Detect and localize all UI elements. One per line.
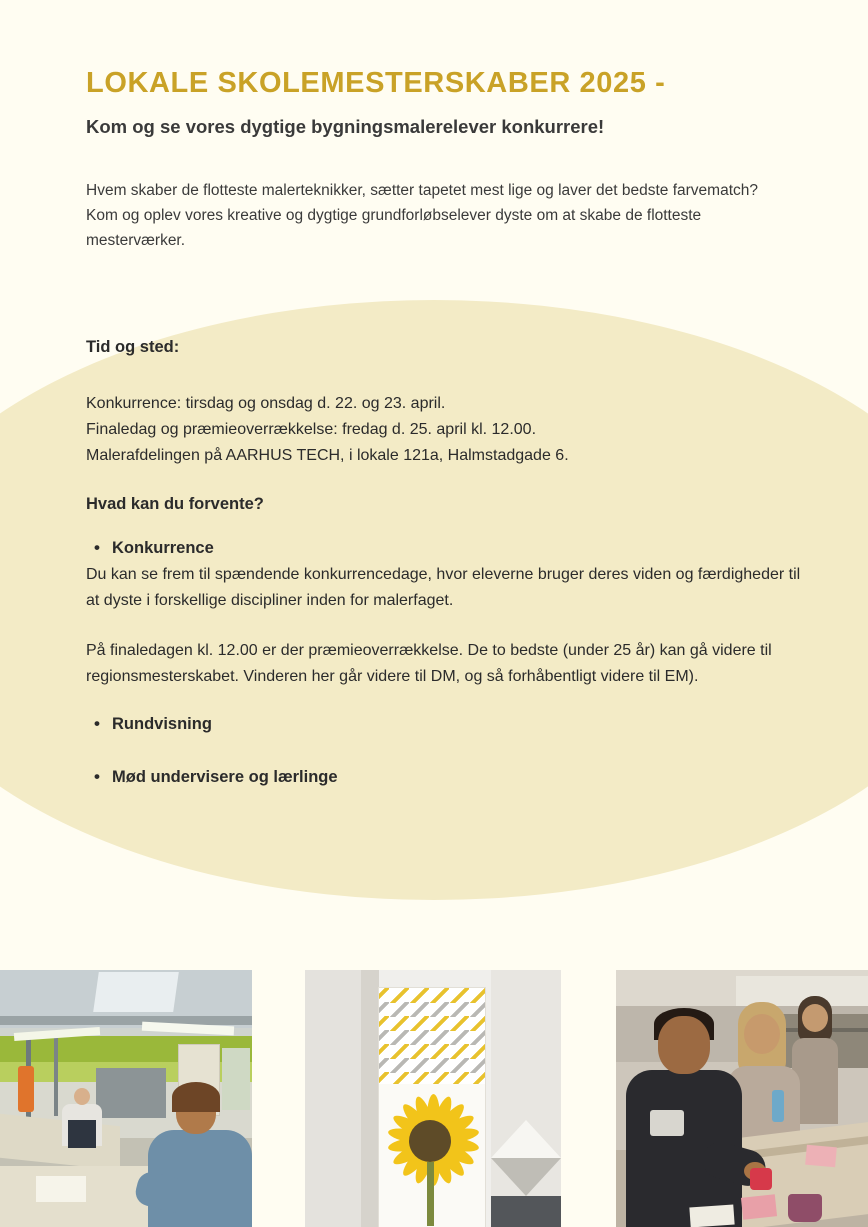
list-item: • Mød undervisere og lærlinge (112, 765, 806, 790)
time-place-line: Malerafdelingen på AARHUS TECH, i lokale 121a, Halmstadgade 6. (86, 446, 569, 464)
time-place-line: Finaledag og præmieoverrækkelse: fredag d. 25. april kl. 12.00. (86, 420, 537, 438)
expectations-heading: Hvad kan du forvente? (86, 494, 264, 513)
competition-paragraph: Du kan se frem til spændende konkurrencedage, hvor eleverne bruger deres viden og færdigheder til at dyste i forskellige discipliner inden for malerfaget. (86, 566, 801, 610)
meet-teachers-bullet-list (86, 765, 806, 790)
time-place-line: Konkurrence: tirsdag og onsdag d. 22. og 23. april. (86, 395, 446, 412)
list-item: • Rundvisning (112, 712, 806, 737)
page-subtitle: Kom og se vores dygtige bygningsmalerelever konkurrere! (86, 116, 605, 137)
final-day-paragraph: På finaledagen kl. 12.00 er der præmieoverrækkelse. De to bedste (under 25 år) kan gå videre til regionsmesterskabet. Vinderen her går videre til DM, og så forhåbentligt videre til EM). (86, 642, 772, 686)
expectations-bullet-list (86, 536, 806, 561)
spacer (86, 690, 806, 712)
page-title: LOKALE SKOLEMESTERSKABER 2025 - (86, 67, 666, 99)
spacer (86, 739, 806, 765)
photo-sunflower-mural (305, 970, 561, 1227)
photo-students-worktable (616, 970, 868, 1227)
tour-bullet-list (86, 712, 806, 737)
photo-workshop-interior (0, 970, 252, 1227)
time-place-lines (86, 391, 806, 469)
details-section (86, 338, 806, 792)
photo-strip (0, 970, 868, 1227)
time-place-heading: Tid og sted: (86, 338, 180, 356)
intro-paragraph: Hvem skaber de flotteste malerteknikker, sætter tapetet mest lige og laver det bedste farvematch? Kom og oplev vores kreative og dygtige grundforløbselever dyste om at skabe de flotteste mesterværker. (86, 182, 758, 250)
list-item: • Konkurrence (112, 536, 806, 561)
